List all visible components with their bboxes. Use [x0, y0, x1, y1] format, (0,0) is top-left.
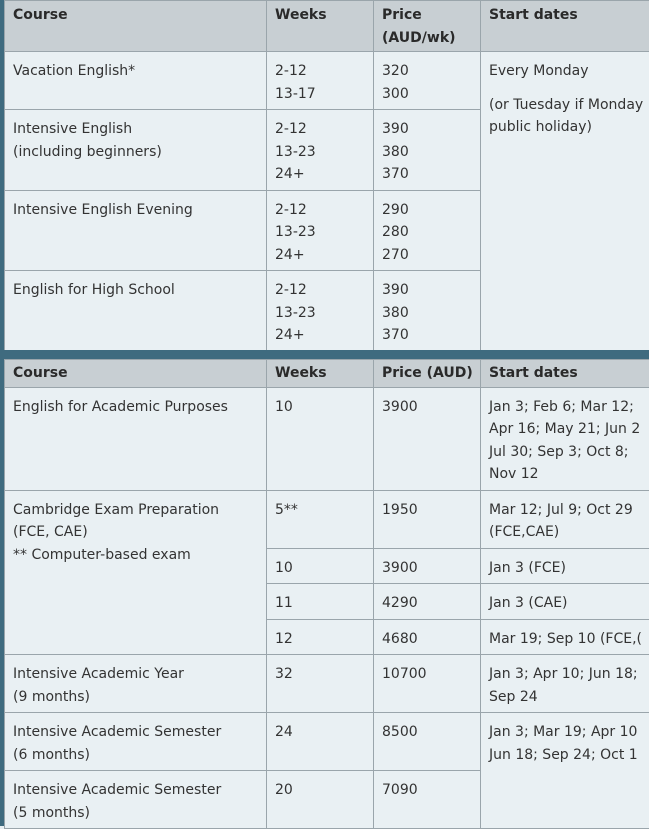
- price-line: 380: [382, 302, 472, 325]
- header-start-dates: Start dates: [481, 360, 649, 388]
- course-line: (6 months): [13, 744, 258, 767]
- header-price: Price (AUD): [374, 360, 481, 388]
- start-date-line: Sep 24: [489, 686, 641, 709]
- header-course: Course: [5, 360, 267, 388]
- course-line: (9 months): [13, 686, 258, 709]
- course-name: [5, 490, 267, 655]
- weeks-cell: 24: [267, 713, 374, 771]
- table-row: [5, 490, 649, 548]
- weeks-cell: 5**: [267, 490, 374, 548]
- price-line: 380: [382, 141, 472, 164]
- price-cell: 7090: [374, 771, 481, 829]
- price-cell: 8500: [374, 713, 481, 771]
- price-cell: [374, 190, 481, 271]
- start-date-line: (FCE,CAE): [489, 521, 641, 544]
- course-line: Intensive Academic Semester: [13, 779, 258, 802]
- start-dates-cell: Jan 3 (FCE): [481, 548, 649, 584]
- course-name: [5, 387, 267, 490]
- start-date-line: Nov 12: [489, 463, 641, 486]
- start-date-line: Jan 3; Feb 6; Mar 12;: [489, 396, 641, 419]
- course-line: Intensive Academic Year: [13, 663, 258, 686]
- weeks-cell: 32: [267, 655, 374, 713]
- weeks-cell: [267, 190, 374, 271]
- course-name: [5, 110, 267, 191]
- course-line: Intensive English: [13, 118, 258, 141]
- start-dates-cell: Mar 19; Sep 10 (FCE,(: [481, 619, 649, 655]
- start-dates-cell: [481, 713, 649, 829]
- table-header-row: [5, 360, 649, 388]
- footnote-text: ** Computer-based exam: [13, 544, 258, 567]
- weeks-line: 13-23: [275, 221, 365, 244]
- course-line: Intensive Academic Semester: [13, 721, 258, 744]
- start-date-line: (or Tuesday if Monday: [489, 94, 641, 117]
- course-name: [5, 713, 267, 771]
- weeks-line: 2-12: [275, 118, 365, 141]
- weeks-cell: 10: [267, 387, 374, 490]
- price-cell: 10700: [374, 655, 481, 713]
- weeks-line: 2-12: [275, 60, 365, 83]
- course-line: Intensive English Evening: [13, 199, 258, 222]
- course-fee-table: [4, 359, 649, 829]
- weekly-course-price-table: [4, 0, 649, 352]
- price-cell: 1950: [374, 490, 481, 548]
- course-line: Vacation English*: [13, 60, 258, 83]
- weeks-cell: [267, 110, 374, 191]
- start-date-line: Apr 16; May 21; Jun 2: [489, 418, 641, 441]
- start-date-line: Jan 3; Apr 10; Jun 18;: [489, 663, 641, 686]
- start-date-line: Mar 12; Jul 9; Oct 29: [489, 499, 641, 522]
- start-dates-cell: [481, 387, 649, 490]
- price-line: 290: [382, 199, 472, 222]
- weeks-line: 24+: [275, 244, 365, 267]
- course-line: English for High School: [13, 279, 258, 302]
- start-dates-cell: [481, 490, 649, 548]
- weeks-cell: 10: [267, 548, 374, 584]
- price-line: 280: [382, 221, 472, 244]
- price-line: 270: [382, 244, 472, 267]
- weeks-cell: [267, 52, 374, 110]
- start-date-line: Jul 30; Sep 3; Oct 8;: [489, 441, 641, 464]
- start-dates-cell: [481, 655, 649, 713]
- start-dates-cell: [481, 52, 649, 352]
- price-cell: [374, 110, 481, 191]
- course-line: (5 months): [13, 802, 258, 825]
- header-price-unit: (AUD/wk): [382, 27, 472, 50]
- start-date-line: Jun 18; Sep 24; Oct 1: [489, 744, 641, 767]
- header-weeks: Weeks: [267, 1, 374, 52]
- price-cell: 4290: [374, 584, 481, 620]
- start-date-line: public holiday): [489, 116, 641, 139]
- price-cell: [374, 271, 481, 352]
- table-row: [5, 655, 649, 713]
- start-date-line: Jan 3; Mar 19; Apr 10: [489, 721, 641, 744]
- weeks-line: 24+: [275, 163, 365, 186]
- weeks-cell: 11: [267, 584, 374, 620]
- weeks-cell: [267, 271, 374, 352]
- course-line: Cambridge Exam Preparation: [13, 499, 258, 522]
- weeks-line: 13-23: [275, 141, 365, 164]
- table-row: [5, 52, 649, 110]
- course-name: [5, 771, 267, 829]
- table-header-row: [5, 1, 649, 52]
- course-name: [5, 52, 267, 110]
- header-weeks: Weeks: [267, 360, 374, 388]
- table-row: [5, 713, 649, 771]
- weeks-line: 2-12: [275, 279, 365, 302]
- weeks-line: 13-17: [275, 83, 365, 106]
- price-line: 370: [382, 324, 472, 347]
- start-dates-cell: Jan 3 (CAE): [481, 584, 649, 620]
- course-name: [5, 271, 267, 352]
- price-cell: [374, 52, 481, 110]
- weeks-line: 24+: [275, 324, 365, 347]
- weeks-line: 2-12: [275, 199, 365, 222]
- weeks-cell: 12: [267, 619, 374, 655]
- weeks-line: 13-23: [275, 302, 365, 325]
- header-course: Course: [5, 1, 267, 52]
- price-cell: 4680: [374, 619, 481, 655]
- course-name: [5, 655, 267, 713]
- price-line: 320: [382, 60, 472, 83]
- price-line: 370: [382, 163, 472, 186]
- header-price-line: Price: [382, 4, 472, 27]
- price-line: 390: [382, 118, 472, 141]
- weeks-cell: 20: [267, 771, 374, 829]
- course-name: [5, 190, 267, 271]
- price-cell: 3900: [374, 387, 481, 490]
- course-line: (FCE, CAE): [13, 521, 258, 544]
- price-line: 300: [382, 83, 472, 106]
- course-line: English for Academic Purposes: [13, 396, 258, 419]
- header-start-dates: Start dates: [481, 1, 649, 52]
- price-cell: 3900: [374, 548, 481, 584]
- course-line: (including beginners): [13, 141, 258, 164]
- section-divider: [0, 350, 649, 359]
- price-line: 390: [382, 279, 472, 302]
- start-date-line: Every Monday: [489, 60, 641, 83]
- header-price: [374, 1, 481, 52]
- table-row: [5, 387, 649, 490]
